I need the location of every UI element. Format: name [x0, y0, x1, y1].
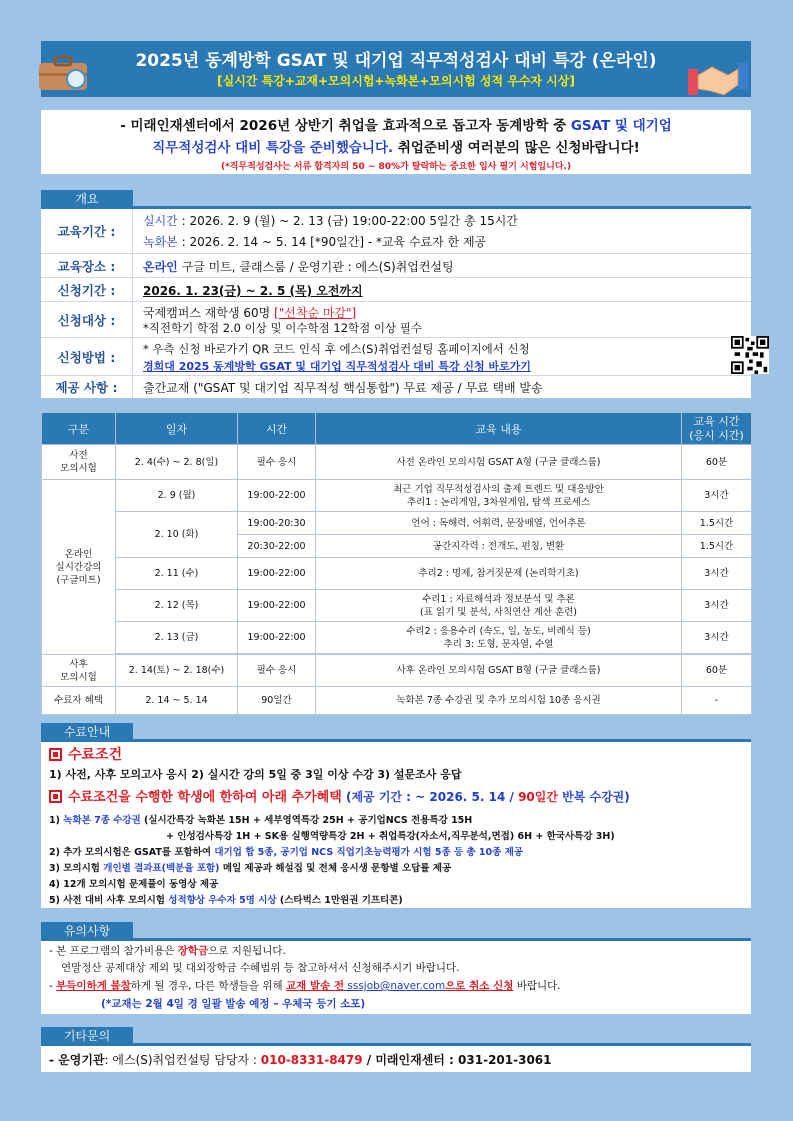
overview-row-method: 신청방법 : * 우측 신청 바로가기 QR 코드 인식 후 에스(S)취업컨설팅 홈페이지에서 신청 경희대 2025 동계방학 GSAT 및 대기업 직무적성검사 대비 특강 신청 바로가기 — [41, 338, 751, 376]
red-square-icon — [49, 790, 62, 803]
header-time: 시간 — [238, 413, 316, 445]
contact-box: - 운영기관: 에스(S)취업컨설팅 담당자 : 010-8331-8479 / 미래인재센터 : 031-201-3061 — [41, 1046, 751, 1072]
table-row: 20:30-22:00 공간지각력 : 전개도, 펀칭, 변환 1.5시간 — [42, 535, 752, 558]
intro-box — [41, 110, 751, 174]
target-label: 신청대상 : — [41, 302, 133, 337]
table-row: 2. 10 (화) 19:00-20:30 언어 : 독해력, 어휘력, 문장배열, 언어추론 1.5시간 — [42, 512, 752, 535]
method-label: 신청방법 : — [41, 338, 133, 375]
banner-title: 2025년 동계방학 GSAT 및 대기업 직무적성검사 대비 특강 (온라인) — [135, 51, 657, 71]
period-label: 교육기간 : — [41, 209, 133, 253]
red-square-icon — [49, 748, 62, 761]
table-row: 2. 12 (목) 19:00-22:00 수리1 : 자료해석과 정보분석 및 추론 (표 읽기 및 분석, 사칙연산 계산 훈련) 3시간 — [42, 590, 752, 622]
section-label-overview: 개요 — [41, 190, 133, 209]
header-category: 구분 — [42, 413, 116, 445]
completion-condition-title: 수료조건 — [68, 747, 123, 763]
section-label-contact: 기타문의 — [41, 1027, 133, 1046]
qr-code-icon[interactable] — [731, 336, 769, 374]
apply-label: 신청기간 : — [41, 278, 133, 301]
briefcase-icon — [38, 55, 88, 91]
notes-box: - 본 프로그램의 참가비용은 장학금으로 지원됩니다. 연말정산 공제대상 제외 및 대외장학금 수혜범위 등 참고하셔서 신청해주시기 바랍니다. - 부득이하게 불참하게 될 경우, 다른 학생들을 위해 교재 발송 전 sssjob@naver.com으로 취소 신청 바랍니다. (*교재는 2월 4일 경 일괄 발송 예정 – 우체국 등기 소포) — [41, 941, 751, 1014]
table-row: 2. 11 (수) 19:00-22:00 추리2 : 명제, 참거짓문제 (논리학기초) 3시간 — [42, 558, 752, 590]
header-content: 교육 내용 — [316, 413, 682, 445]
table-row: 사전 모의시험 2. 4(수) ~ 2. 8(일) 필수 응시 사전 온라인 모의시험 GSAT A형 (구글 클래스룸) 60분 — [42, 445, 752, 480]
title-banner — [41, 41, 751, 97]
handshake-icon — [688, 53, 748, 101]
overview-table — [41, 209, 751, 398]
table-row: 2. 13 (금) 19:00-22:00 수리2 : 응용수리 (속도, 일, 농도, 비례식 등) 추리 3: 도형, 문자열, 수열 3시간 — [42, 622, 752, 654]
table-row: 온라인 실시간강의 (구글미트) 2. 9 (월) 19:00-22:00 최근 기업 직무적성검사의 출제 트렌드 및 대응방안 추리1 : 논리게임, 3차원게임, 탐색 프로세스 3시간 — [42, 480, 752, 512]
banner-subtitle: [실시간 특강+교재+모의시험+녹화본+모의시험 성적 우수자 시상] — [217, 74, 575, 88]
completion-box: 수료조건 1) 사전, 사후 모의고사 응시 2) 실시간 강의 5일 중 3일 이상 수강 3) 설문조사 응답 수료조건을 수행한 학생에 한하여 아래 추가혜택 (제공 기간 : ~ 2026. 5. 14 / 90일간 반복 수강권) 1) 녹화본 7종 수강권 (실시간특강 녹화본 15H + 세부영역특강 25H + 공기업NCS 전용특강 15H + 인성검사특강 1H + SK용 실행역량특강 2H + 취업특강(자소서,직무분석,면접) 6H + 한국사특강 3H) 2) 추가 모의시험은 GSAT를 포함하여 대기업 합 5종, 공기업 NCS 직업기초능력평가 시험 5종 등 총 10종 제공 3) 모의시험 개인별 결과표(백분율 포함) 메일 제공과 해설집 및 전체 응시생 문항별 오답률 제공 4) 12개 모의시험 문제풀이 동영상 제공 5) 사전 대비 사후 모의시험 성적향상 우수자 5명 시상 (스타벅스 1만원권 기프티콘) — [41, 742, 751, 908]
schedule-header-row — [42, 413, 752, 445]
table-row: 수료자 혜택 2. 14 ~ 5. 14 90일간 녹화본 7종 수강권 및 추가 모의시험 10종 응시권 - — [42, 687, 752, 715]
offer-label: 제공 사항 : — [41, 376, 133, 398]
table-row: 사후 모의시험 2. 14(토) ~ 2. 18(수) 필수 응시 사후 온라인 모의시험 GSAT B형 (구글 클래스룸) 60분 — [42, 655, 752, 687]
header-hours: 교육 시간 (응시 시간) — [682, 413, 752, 445]
header-date: 일자 — [116, 413, 238, 445]
schedule-table — [41, 412, 752, 715]
overview-row-offer: 제공 사항 : 출간교재 ("GSAT 및 대기업 직무적성 핵심통합") 무료 제공 / 무료 택배 발송 — [41, 376, 751, 398]
email-link[interactable]: sssjob@naver.com — [344, 980, 446, 992]
section-label-completion: 수료안내 — [41, 723, 133, 742]
overview-row-period: 교육기간 : 실시간 : 2026. 2. 9 (월) ~ 2. 13 (금) 19:00-22:00 5일간 총 15시간 녹화본 : 2026. 2. 14 ~ 5. 14 [*90일간] - *교육 수료자 한 제공 — [41, 209, 751, 254]
section-label-notes: 유의사항 — [41, 922, 133, 941]
intro-line-2: 직무적성검사 대비 특강을 준비했습니다. 취업준비생 여러분의 많은 신청바랍니다! — [152, 140, 640, 156]
intro-line-1: - 미래인재센터에서 2026년 상반기 취업을 효과적으로 돕고자 동계방학 중 GSAT 및 대기업 — [120, 118, 672, 134]
intro-note: (*직무적성검사는 서류 합격자의 50 ~ 80%가 탈락하는 중요한 입사 필기 시험입니다.) — [220, 162, 572, 172]
overview-row-place: 교육장소 : 온라인 구글 미트, 클래스룸 / 운영기관 : 에스(S)취업컨설팅 — [41, 254, 751, 278]
apply-period: 2026. 1. 23(금) ~ 2. 5 (목) 오전까지 — [143, 284, 363, 298]
place-label: 교육장소 : — [41, 254, 133, 277]
apply-link[interactable]: 경희대 2025 동계방학 GSAT 및 대기업 직무적성검사 대비 특강 신청 바로가기 — [143, 360, 531, 373]
overview-row-apply — [41, 278, 751, 302]
overview-row-target: 신청대상 : 국제캠퍼스 재학생 60명 ["선착순 마감"] *직전학기 학점 2.0 이상 및 이수학점 12학점 이상 필수 — [41, 302, 751, 338]
contact-phone: 010-8331-8479 — [260, 1053, 363, 1067]
